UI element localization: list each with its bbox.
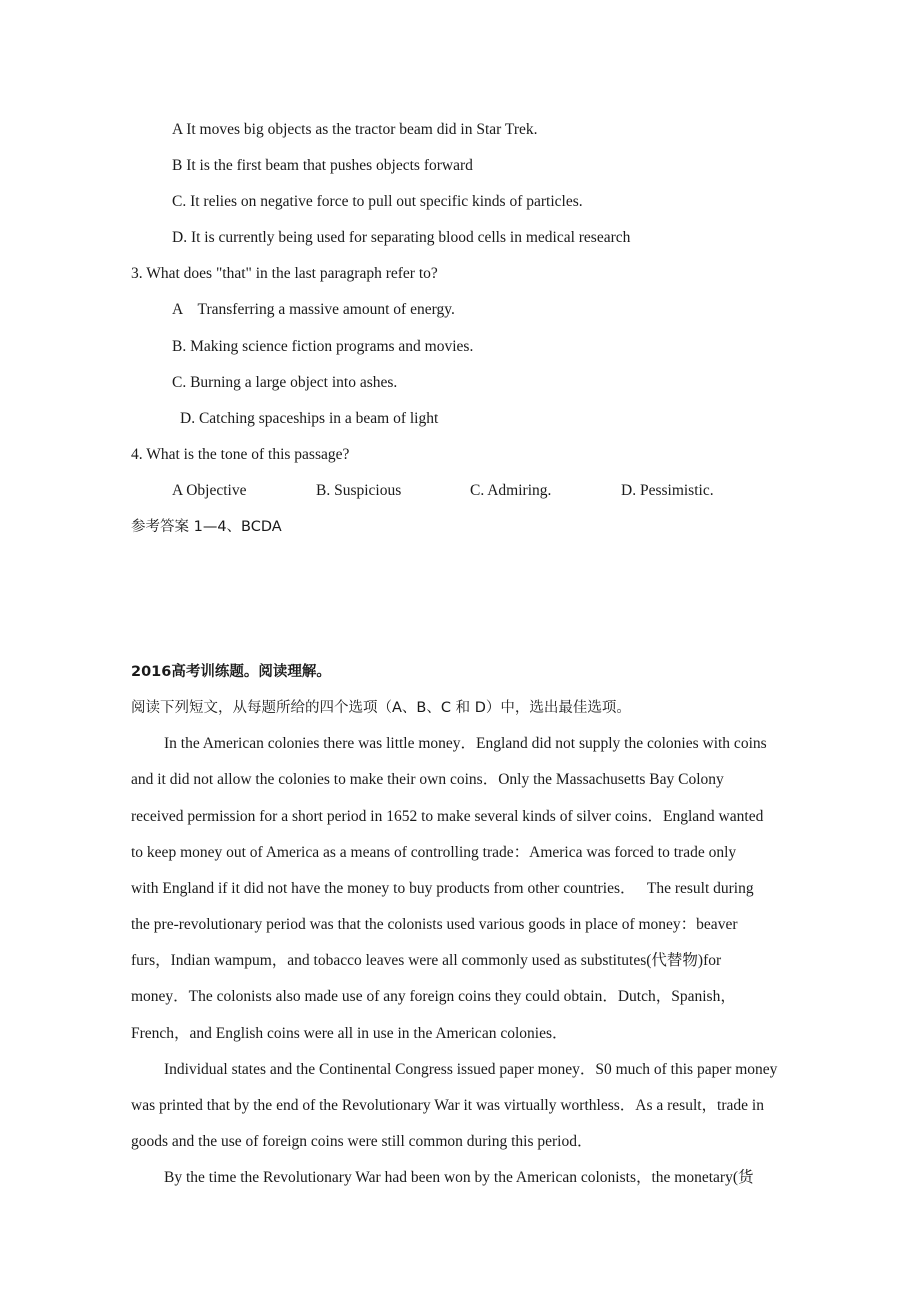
passage-line: In the American colonies there was little money．England did not supply the colonies with coins — [164, 735, 767, 752]
passage-line: was printed that by the end of the Revolutionary War it was virtually worthless．As a result，trade in — [131, 1097, 764, 1114]
q2-option-a: A It moves big objects as the tractor beam did in Star Trek. — [172, 121, 538, 138]
passage-line: to keep money out of America as a means of controlling trade：America was forced to trade only — [131, 844, 737, 861]
passage-line: By the time the Revolutionary War had been won by the American colonists，the monetary(货 — [164, 1169, 754, 1186]
q2-option-d: D. It is currently being used for separating blood cells in medical research — [172, 229, 631, 246]
passage-line: French，and English coins were all in use in the American colonies． — [131, 1025, 568, 1042]
answer-key: 参考答案 1—4、BCDA — [131, 519, 282, 535]
q3-option-b: B. Making science fiction programs and movies. — [172, 338, 474, 355]
section-title: 2016高考训练题。阅读理解。 — [131, 664, 331, 680]
passage-line: the pre-revolutionary period was that the colonists used various goods in place of money：beaver — [131, 916, 738, 933]
q2-option-b: B It is the first beam that pushes objects forward — [172, 157, 473, 174]
q4-option-d: D. Pessimistic. — [621, 482, 714, 499]
passage-line: goods and the use of foreign coins were still common during this period． — [131, 1133, 593, 1150]
passage-line: furs，Indian wampum，and tobacco leaves were all commonly used as substitutes(代替物)for — [131, 952, 722, 969]
q3-question: 3. What does "that" in the last paragraph refer to? — [131, 265, 438, 282]
q2-option-c: C. It relies on negative force to pull out specific kinds of particles. — [172, 193, 583, 210]
passage-line: money．The colonists also made use of any foreign coins they could obtain．Dutch，Spanish， — [131, 988, 736, 1005]
passage-line: Individual states and the Continental Congress issued paper money．S0 much of this paper money — [164, 1061, 778, 1078]
q4-option-a: A Objective — [172, 482, 247, 499]
section-instruction: 阅读下列短文，从每题所给的四个选项（A、B、C 和 D）中，选出最佳选项。 — [131, 700, 631, 716]
q4-option-c: C. Admiring. — [470, 482, 552, 499]
q3-option-c: C. Burning a large object into ashes. — [172, 374, 398, 391]
q4-option-b: B. Suspicious — [316, 482, 402, 499]
passage-line: and it did not allow the colonies to make their own coins．Only the Massachusetts Bay Colony — [131, 771, 724, 788]
passage-line: with England if it did not have the money to buy products from other countries． The result during — [131, 880, 754, 897]
q4-question: 4. What is the tone of this passage? — [131, 446, 350, 463]
passage-line: received permission for a short period in 1652 to make several kinds of silver coins．England wanted — [131, 808, 764, 825]
q3-option-d: D. Catching spaceships in a beam of light — [180, 410, 439, 427]
q3-option-a: A Transferring a massive amount of energy. — [172, 301, 455, 318]
